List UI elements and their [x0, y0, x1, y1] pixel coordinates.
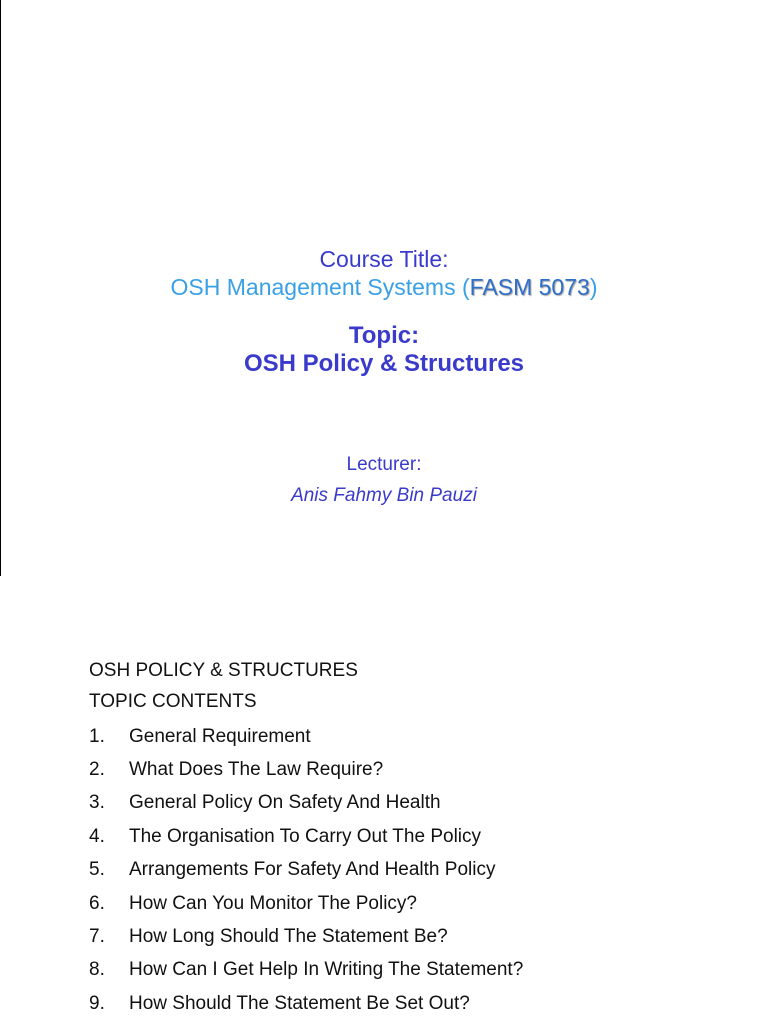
list-item-text: How Should The Statement Be Set Out?	[129, 992, 470, 1014]
list-item-text: How Can You Monitor The Policy?	[129, 892, 417, 914]
list-item	[89, 954, 523, 987]
list-item-number: 8.	[89, 959, 105, 981]
topic-label: Topic:	[348, 322, 420, 349]
list-item-number: 6.	[89, 892, 105, 914]
topic-title: OSH Policy & Structures	[243, 350, 525, 377]
course-title	[0, 272, 768, 302]
list-item-number: 7.	[89, 926, 105, 948]
contents-heading-subtitle: TOPIC CONTENTS	[89, 691, 257, 712]
list-item-text: How Long Should The Statement Be?	[129, 926, 448, 948]
contents-heading-title: OSH POLICY & STRUCTURES	[89, 660, 358, 681]
list-item	[89, 753, 523, 786]
list-item	[89, 720, 523, 753]
list-item-text: General Policy On Safety And Health	[129, 792, 441, 814]
list-item	[89, 987, 523, 1020]
list-item-text: What Does The Law Require?	[129, 759, 384, 781]
list-item-text: General Requirement	[129, 725, 311, 747]
list-item-text: The Organisation To Carry Out The Policy	[129, 825, 482, 847]
list-item-number: 2.	[89, 759, 105, 781]
list-item-number: 9.	[89, 992, 105, 1014]
list-item	[89, 854, 523, 887]
lecturer-name: Anis Fahmy Bin Pauzi	[291, 485, 477, 506]
list-item	[89, 787, 523, 820]
course-title-label: Course Title:	[319, 246, 449, 272]
lecturer-label: Lecturer:	[346, 454, 422, 475]
list-item-number: 5.	[89, 859, 105, 881]
list-item	[89, 920, 523, 953]
contents-slide	[0, 576, 768, 1024]
list-item-number: 3.	[89, 792, 105, 814]
list-item-number: 1.	[89, 725, 105, 747]
course-name-close: )	[589, 274, 598, 300]
list-item-text: How Can I Get Help In Writing The Statement?	[129, 959, 524, 981]
course-name-text: OSH Management Systems (	[170, 274, 470, 300]
topic-contents-list	[89, 720, 523, 1021]
list-item-text: Arrangements For Safety And Health Policy	[129, 859, 496, 881]
list-item-number: 4.	[89, 825, 105, 847]
list-item	[89, 887, 523, 920]
course-code: FASM 5073	[469, 274, 590, 300]
list-item	[89, 820, 523, 853]
